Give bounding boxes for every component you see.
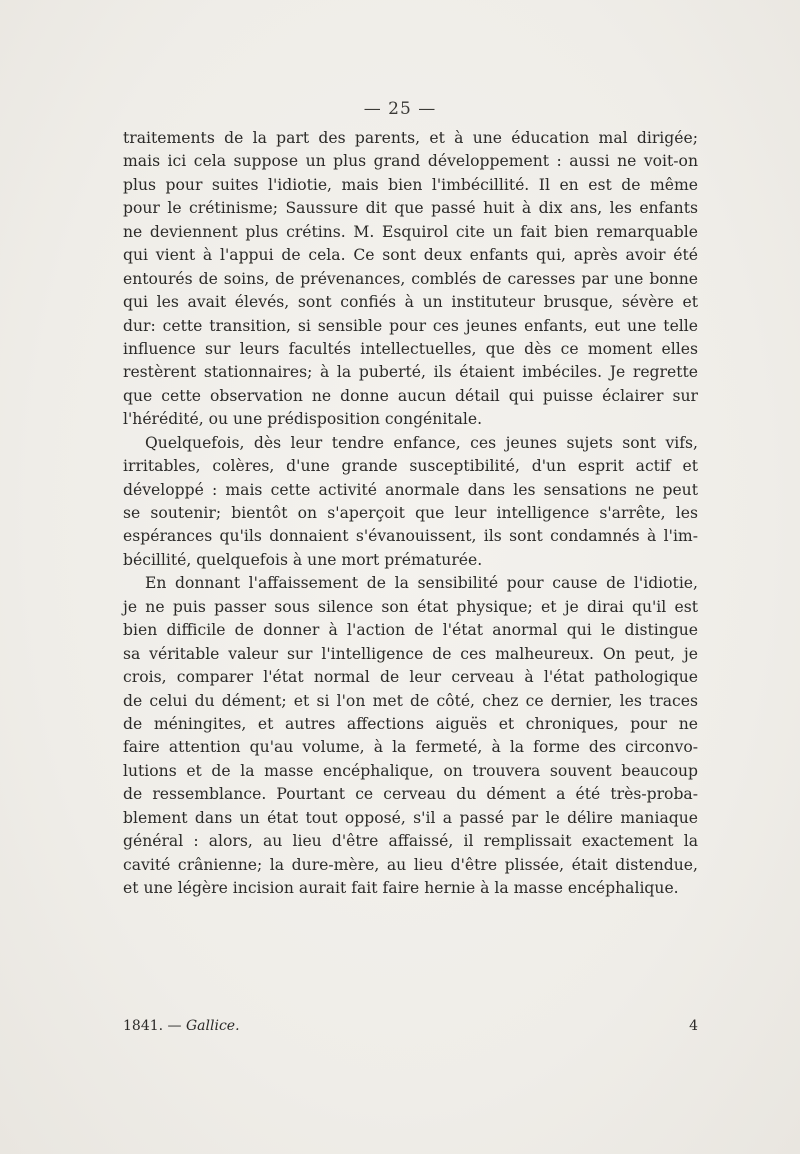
text-line: pour le crétinisme; Saussure dit que passé huit à dix ans, les enfants — [123, 199, 698, 218]
text-line: qui vient à l'appui de cela. Ce sont deux enfants qui, après avoir été — [123, 246, 698, 265]
body-text — [123, 127, 698, 900]
footer-year: 1841. — — [123, 1018, 182, 1034]
text-line: développé : mais cette activité anormale dans les sensations ne peut — [123, 480, 698, 499]
text-line: mais ici cela suppose un plus grand développement : aussi ne voit-on — [123, 152, 698, 171]
text-line: dur: cette transition, si sensible pour ces jeunes enfants, eut une telle — [123, 316, 698, 335]
text-line: traitements de la part des parents, et à une éducation mal dirigée; — [123, 129, 698, 147]
text-line: l'hérédité, ou une prédisposition congénitale. — [123, 410, 483, 429]
text-line: que cette observation ne donne aucun détail qui puisse éclairer sur — [123, 386, 698, 405]
footer-imprint — [123, 1018, 240, 1034]
text-line: et une légère incision aurait fait faire hernie à la masse encéphalique. — [123, 879, 679, 897]
page-footer — [123, 1018, 698, 1040]
text-line: de celui du dément; et si l'on met de côté, chez ce dernier, les traces — [123, 691, 698, 710]
page-number: — 25 — — [363, 99, 437, 119]
paragraph — [123, 572, 698, 900]
text-line: restèrent stationnaires; à la puberté, ils étaient imbéciles. Je regrette — [123, 363, 698, 382]
text-line: espérances qu'ils donnaient s'évanouissent, ils sont condamnés à l'im- — [123, 527, 698, 546]
paragraph — [123, 432, 698, 573]
text-line: ne deviennent plus crétins. M. Esquirol cite un fait bien remarquable — [123, 222, 698, 241]
text-line: je ne puis passer sous silence son état physique; et je dirai qu'il est — [123, 597, 698, 616]
text-line: influence sur leurs facultés intellectuelles, que dès ce moment elles — [123, 339, 698, 358]
text-line: général : alors, au lieu d'être affaissé, il remplissait exactement la — [123, 832, 698, 851]
text-line: sa véritable valeur sur l'intelligence de ces malheureux. On peut, je — [123, 644, 698, 663]
text-line: de méningites, et autres affections aiguës et chroniques, pour ne — [123, 714, 698, 733]
text-line: entourés de soins, de prévenances, comblés de caresses par une bonne — [123, 269, 698, 288]
text-line: lutions et de la masse encéphalique, on trouvera souvent beaucoup — [123, 761, 698, 780]
text-line: bien difficile de donner à l'action de l'état anormal qui le distingue — [123, 621, 698, 640]
text-line: de ressemblance. Pourtant ce cerveau du dément a été très-proba- — [123, 785, 698, 804]
signature-mark: 4 — [689, 1018, 698, 1034]
text-line: qui les avait élevés, sont confiés à un instituteur brusque, sévère et — [123, 293, 698, 312]
text-line: se soutenir; bientôt on s'aperçoit que leur intelligence s'arrête, les — [123, 504, 698, 522]
footer-source: Gallice. — [185, 1018, 240, 1034]
paragraph — [123, 127, 698, 432]
text-line: irritables, colères, d'une grande susceptibilité, d'un esprit actif et — [123, 457, 698, 476]
text-line: blement dans un état tout opposé, s'il a passé par le délire maniaque — [123, 808, 698, 827]
text-line: bécillité, quelquefois à une mort prématurée. — [123, 550, 483, 569]
text-line: plus pour suites l'idiotie, mais bien l'imbécillité. Il en est de même — [123, 175, 698, 194]
text-line: Quelquefois, dès leur tendre enfance, ces jeunes sujets sont vifs, — [145, 433, 698, 452]
text-line: faire attention qu'au volume, à la fermeté, à la forme des circonvo- — [123, 738, 698, 757]
text-line: crois, comparer l'état normal de leur cerveau à l'état pathologique — [123, 668, 698, 687]
text-line: cavité crânienne; la dure-mère, au lieu d'être plissée, était distendue, — [123, 855, 698, 874]
text-line: En donnant l'affaissement de la sensibilité pour cause de l'idiotie, — [145, 574, 698, 593]
